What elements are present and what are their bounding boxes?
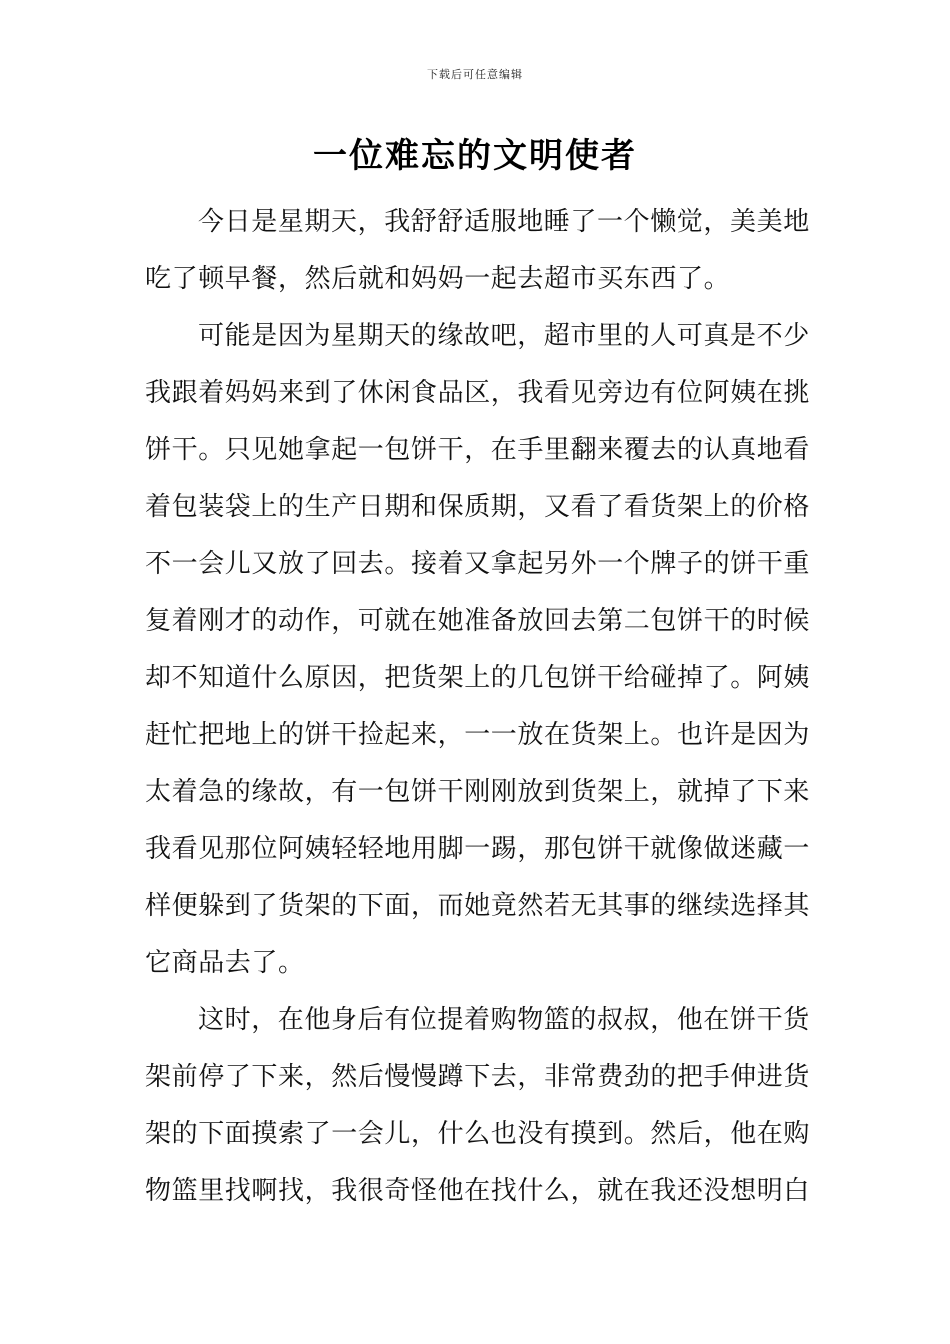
text-line: 架前停了下来，然后慢慢蹲下去，非常费劲的把手伸进货 — [145, 1062, 811, 1092]
text-line: 架的下面摸索了一会儿，什么也没有摸到。然后，他在购 — [145, 1119, 811, 1149]
text-line: 样便躲到了货架的下面，而她竟然若无其事的继续选择其 — [145, 891, 811, 921]
text-line: 饼干。只见她拿起一包饼干，在手里翻来覆去的认真地看 — [145, 435, 811, 465]
text-line: 我看见那位阿姨轻轻地用脚一踢，那包饼干就像做迷藏一 — [145, 834, 811, 864]
text-line: 我跟着妈妈来到了休闲食品区，我看见旁边有位阿姨在挑 — [145, 378, 811, 408]
text-line: 可能是因为星期天的缘故吧，超市里的人可真是不少 — [198, 321, 810, 351]
text-line: 物篮里找啊找，我很奇怪他在找什么，就在我还没想明白 — [145, 1176, 811, 1206]
text-line: 赶忙把地上的饼干捡起来，一一放在货架上。也许是因为 — [145, 720, 811, 750]
text-line: 这时，在他身后有位提着购物篮的叔叔，他在饼干货 — [198, 1005, 810, 1035]
text-line: 着包装袋上的生产日期和保质期，又看了看货架上的价格 — [145, 492, 811, 522]
text-line: 不一会儿又放了回去。接着又拿起另外一个牌子的饼干重 — [145, 549, 811, 579]
text-line: 太着急的缘故，有一包饼干刚刚放到货架上，就掉了下来 — [145, 777, 811, 807]
text-line: 今日是星期天，我舒舒适服地睡了一个懒觉，美美地 — [198, 207, 810, 237]
body-text — [145, 199, 810, 1225]
document-title: 一位难忘的文明使者 — [313, 136, 637, 176]
text-line: 复着刚才的动作，可就在她准备放回去第二包饼干的时候 — [145, 606, 811, 636]
text-line: 却不知道什么原因，把货架上的几包饼干给碰掉了。阿姨 — [145, 663, 811, 693]
header-note: 下载后可任意编辑 — [427, 68, 523, 81]
text-line: 它商品去了。 — [145, 948, 305, 978]
text-line: 吃了顿早餐，然后就和妈妈一起去超市买东西了。 — [145, 264, 731, 294]
